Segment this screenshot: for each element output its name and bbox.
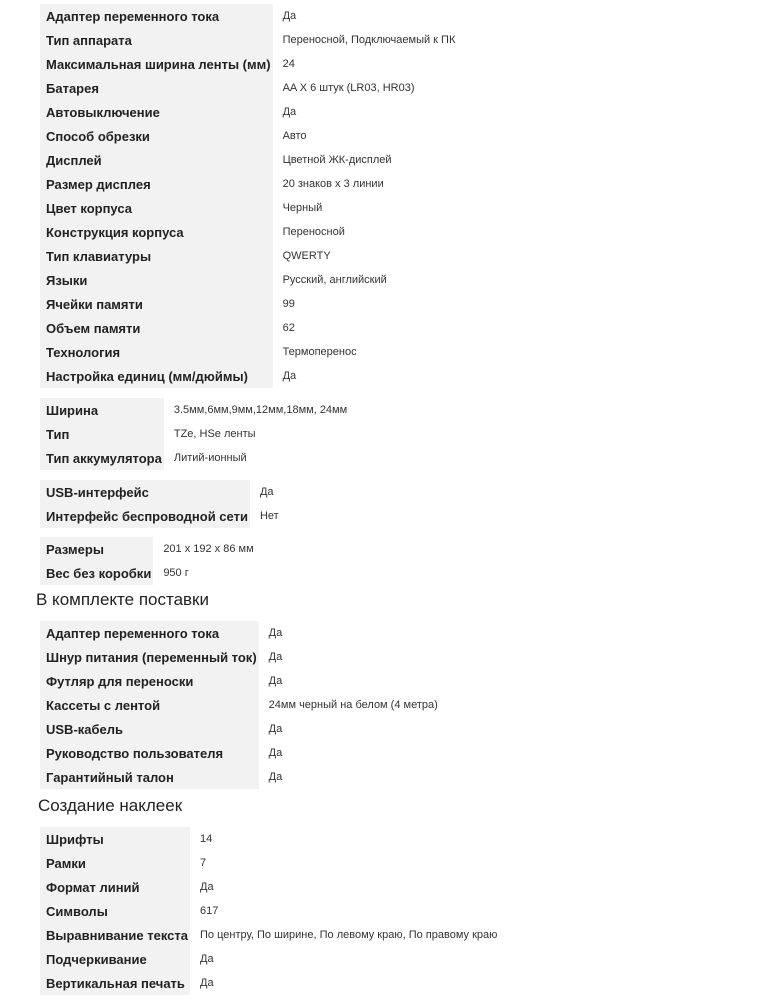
spec-row (40, 741, 438, 765)
spec-table-body (40, 480, 279, 528)
spec-value: По центру, По ширине, По левому краю, По правому краю (200, 929, 498, 941)
spec-label: Тип (40, 422, 164, 446)
spec-row (40, 316, 455, 340)
spec-table-body (40, 537, 254, 585)
spec-value: Термоперенос (282, 346, 357, 358)
spec-table-main (40, 4, 455, 388)
spec-row (40, 923, 497, 947)
spec-row (40, 4, 455, 28)
spec-table-interface (40, 480, 279, 528)
spec-value: 617 (200, 905, 219, 917)
spec-row (40, 196, 455, 220)
spec-value: Да (200, 977, 214, 989)
spec-value: Черный (282, 202, 323, 214)
section-title-package: В комплекте поставки (36, 590, 209, 609)
spec-value: 3.5мм,6мм,9мм,12мм,18мм, 24мм (173, 404, 348, 416)
spec-label: Цвет корпуса (40, 196, 273, 220)
spec-value: 7 (200, 857, 207, 869)
spec-value: 20 знаков x 3 линии (282, 178, 384, 190)
spec-value: 62 (282, 322, 295, 334)
spec-row (40, 645, 438, 669)
spec-row (40, 100, 455, 124)
spec-row (40, 971, 497, 995)
spec-value: Литий-ионный (173, 452, 247, 464)
spec-label: Шрифты (40, 827, 190, 851)
spec-value: Да (268, 675, 283, 687)
spec-label: Тип клавиатуры (40, 244, 273, 268)
spec-value: TZe, HSe ленты (173, 428, 256, 440)
spec-label: Интерфейс беспроводной сети (40, 504, 250, 528)
spec-row (40, 537, 254, 561)
spec-row (40, 124, 455, 148)
spec-label: Вертикальная печать (40, 971, 190, 995)
spec-value: 24 (282, 58, 295, 70)
spec-label: Объем памяти (40, 316, 273, 340)
spec-value: Авто (282, 130, 307, 142)
spec-label: Способ обрезки (40, 124, 273, 148)
spec-row (40, 422, 347, 446)
spec-label: Размеры (40, 537, 153, 561)
spec-label: Формат линий (40, 875, 190, 899)
spec-value: Да (268, 771, 283, 783)
spec-label: Футляр для переноски (40, 669, 259, 693)
spec-value: QWERTY (282, 250, 331, 262)
spec-value: Да (259, 486, 274, 498)
spec-row (40, 364, 455, 388)
spec-table-tape (40, 398, 347, 470)
spec-label: Ячейки памяти (40, 292, 273, 316)
spec-table-size (40, 537, 254, 585)
spec-row (40, 76, 455, 100)
spec-table-body (40, 398, 347, 470)
spec-row (40, 765, 438, 789)
spec-value: 950 г (163, 567, 189, 579)
spec-label: Адаптер переменного тока (40, 4, 273, 28)
spec-row (40, 851, 497, 875)
spec-row (40, 875, 497, 899)
spec-label: Размер дисплея (40, 172, 273, 196)
spec-value: 99 (282, 298, 295, 310)
spec-row (40, 446, 347, 470)
spec-value: Да (200, 953, 214, 965)
spec-table-body (40, 4, 455, 388)
spec-label: Вес без коробки (40, 561, 153, 585)
spec-label: Тип аппарата (40, 28, 273, 52)
spec-label: Шнур питания (переменный ток) (40, 645, 259, 669)
spec-label: Ширина (40, 398, 164, 422)
spec-value: Переносной, Подключаемый к ПК (282, 34, 456, 46)
spec-label: Символы (40, 899, 190, 923)
spec-row (40, 480, 279, 504)
spec-label: Тип аккумулятора (40, 446, 164, 470)
spec-row (40, 244, 455, 268)
spec-value: Да (268, 723, 283, 735)
spec-row (40, 220, 455, 244)
spec-row (40, 693, 438, 717)
spec-label: Языки (40, 268, 273, 292)
spec-row (40, 827, 497, 851)
spec-label: Максимальная ширина ленты (мм) (40, 52, 273, 76)
spec-row (40, 28, 455, 52)
spec-row (40, 717, 438, 741)
spec-label: Конструкция корпуса (40, 220, 273, 244)
section-title-labels: Создание наклеек (38, 796, 183, 815)
spec-value: 24мм черный на белом (4 метра) (268, 699, 438, 711)
spec-value: AA X 6 штук (LR03, HR03) (282, 82, 415, 94)
spec-value: Да (282, 10, 297, 22)
spec-row (40, 398, 347, 422)
spec-table-labels (40, 827, 497, 995)
spec-row (40, 669, 438, 693)
spec-value: Русский, английский (282, 274, 387, 286)
spec-label: USB-кабель (40, 717, 259, 741)
spec-label: Технология (40, 340, 273, 364)
spec-row (40, 268, 455, 292)
spec-row (40, 52, 455, 76)
spec-row (40, 899, 497, 923)
spec-table-body (40, 621, 438, 789)
spec-label: Подчеркивание (40, 947, 190, 971)
spec-label: Выравнивание текста (40, 923, 190, 947)
spec-row (40, 292, 455, 316)
spec-value: Да (268, 651, 283, 663)
spec-row (40, 148, 455, 172)
spec-row (40, 504, 279, 528)
spec-row (40, 561, 254, 585)
spec-row (40, 947, 497, 971)
spec-label: Адаптер переменного тока (40, 621, 259, 645)
spec-label: Рамки (40, 851, 190, 875)
spec-value: Цветной ЖК-дисплей (282, 154, 392, 166)
spec-value: Да (268, 627, 283, 639)
spec-label: Настройка единиц (мм/дюймы) (40, 364, 273, 388)
spec-value: Да (268, 747, 283, 759)
spec-label: Автовыключение (40, 100, 273, 124)
spec-value: Переносной (282, 226, 345, 238)
spec-table-package (40, 621, 438, 789)
spec-row (40, 340, 455, 364)
spec-label: Батарея (40, 76, 273, 100)
spec-label: USB-интерфейс (40, 480, 250, 504)
spec-row (40, 621, 438, 645)
spec-row (40, 172, 455, 196)
spec-label: Кассеты с лентой (40, 693, 259, 717)
spec-table-body (40, 827, 497, 995)
spec-value: Нет (259, 510, 279, 522)
spec-label: Дисплей (40, 148, 273, 172)
spec-value: 201 x 192 x 86 мм (163, 543, 254, 555)
spec-label: Гарантийный талон (40, 765, 259, 789)
spec-value: 14 (200, 833, 213, 845)
spec-value: Да (282, 106, 297, 118)
spec-value: Да (200, 881, 214, 893)
spec-label: Руководство пользователя (40, 741, 259, 765)
spec-value: Да (282, 370, 297, 382)
